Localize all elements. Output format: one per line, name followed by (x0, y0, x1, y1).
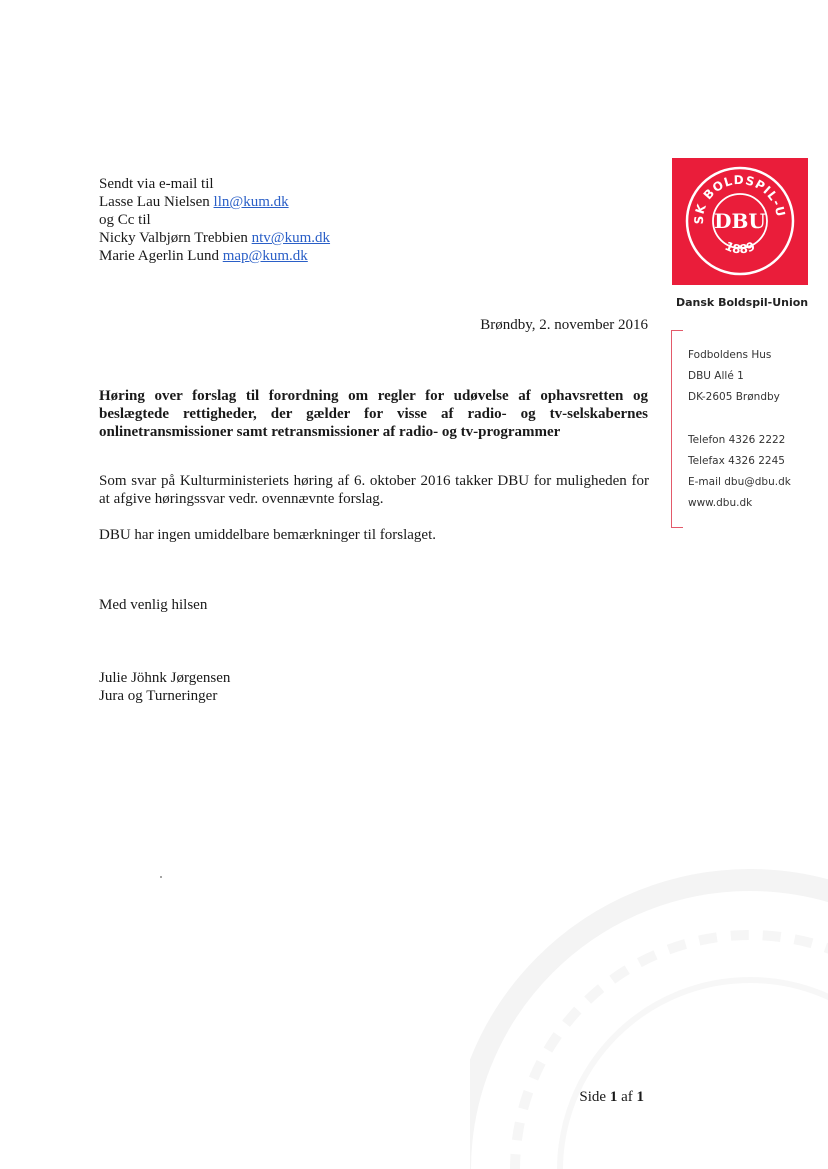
contact-divider (671, 330, 683, 528)
contact-block (688, 345, 791, 514)
contact-building: Fodboldens Hus (688, 349, 772, 361)
send-method-line: Sendt via e-mail til (99, 176, 214, 192)
page-footer (579, 1088, 644, 1106)
contact-website[interactable]: www.dbu.dk (688, 497, 753, 509)
logo-year: 1889 (722, 238, 758, 257)
logo-arc-text: SK BOLDSPIL-U (691, 172, 788, 225)
page-number: 1 (609, 1089, 618, 1105)
contact-street: DBU Allé 1 (688, 370, 744, 382)
body-paragraph: Som svar på Kulturministeriets høring af 6. oktober 2016 takker DBU for muligheden for at afgive høringssvar vedr. ovennævnte forslag. (99, 473, 649, 507)
date-line: Brøndby, 2. november 2016 (480, 317, 648, 333)
seal-watermark (470, 850, 828, 1169)
logo-center-text: DBU (714, 209, 766, 233)
cc-email-link[interactable]: ntv@kum.dk (251, 230, 331, 246)
recipient-email-link[interactable]: lln@kum.dk (213, 194, 289, 210)
recipient-name: Lasse Lau Nielsen (99, 194, 210, 210)
cc-line (99, 247, 519, 265)
cc-name: Nicky Valbjørn Trebbien (99, 230, 248, 246)
page-of-label: af (621, 1089, 633, 1105)
cc-line (99, 229, 519, 247)
contact-phone: Telefon 4326 2222 (688, 434, 786, 446)
page-label: Side (579, 1089, 607, 1105)
contact-city: DK-2605 Brøndby (688, 391, 780, 403)
contact-fax: Telefax 4326 2245 (688, 455, 785, 467)
signature-block (99, 669, 230, 705)
signer-name: Julie Jöhnk Jørgensen (99, 670, 231, 686)
cc-label: og Cc til (99, 212, 151, 228)
cc-email-link[interactable]: map@kum.dk (222, 248, 308, 264)
signer-department: Jura og Turneringer (99, 688, 218, 704)
closing-salutation: Med venlig hilsen (99, 597, 208, 613)
subject-heading: Høring over forslag til forordning om regler for udøvelse af ophavsretten og beslægtede rettigheder, der gælder for visse af radio- og tv-selskabernes onlinetransmissioner samt retransmissioner af radio- og tv-programmer (99, 388, 648, 440)
scan-speck (160, 876, 162, 878)
svg-text:1889 (723, 239, 757, 257)
recipient-block (99, 175, 519, 265)
dbu-logo (672, 158, 808, 285)
recipient-line (99, 193, 519, 211)
cc-name: Marie Agerlin Lund (99, 248, 219, 264)
body-paragraph: DBU har ingen umiddelbare bemærkninger til forslaget. (99, 527, 436, 543)
contact-email[interactable]: E-mail dbu@dbu.dk (688, 476, 791, 488)
page-total: 1 (636, 1089, 644, 1105)
org-name: Dansk Boldspil-Union (676, 296, 809, 309)
dbu-seal-icon (672, 158, 808, 285)
